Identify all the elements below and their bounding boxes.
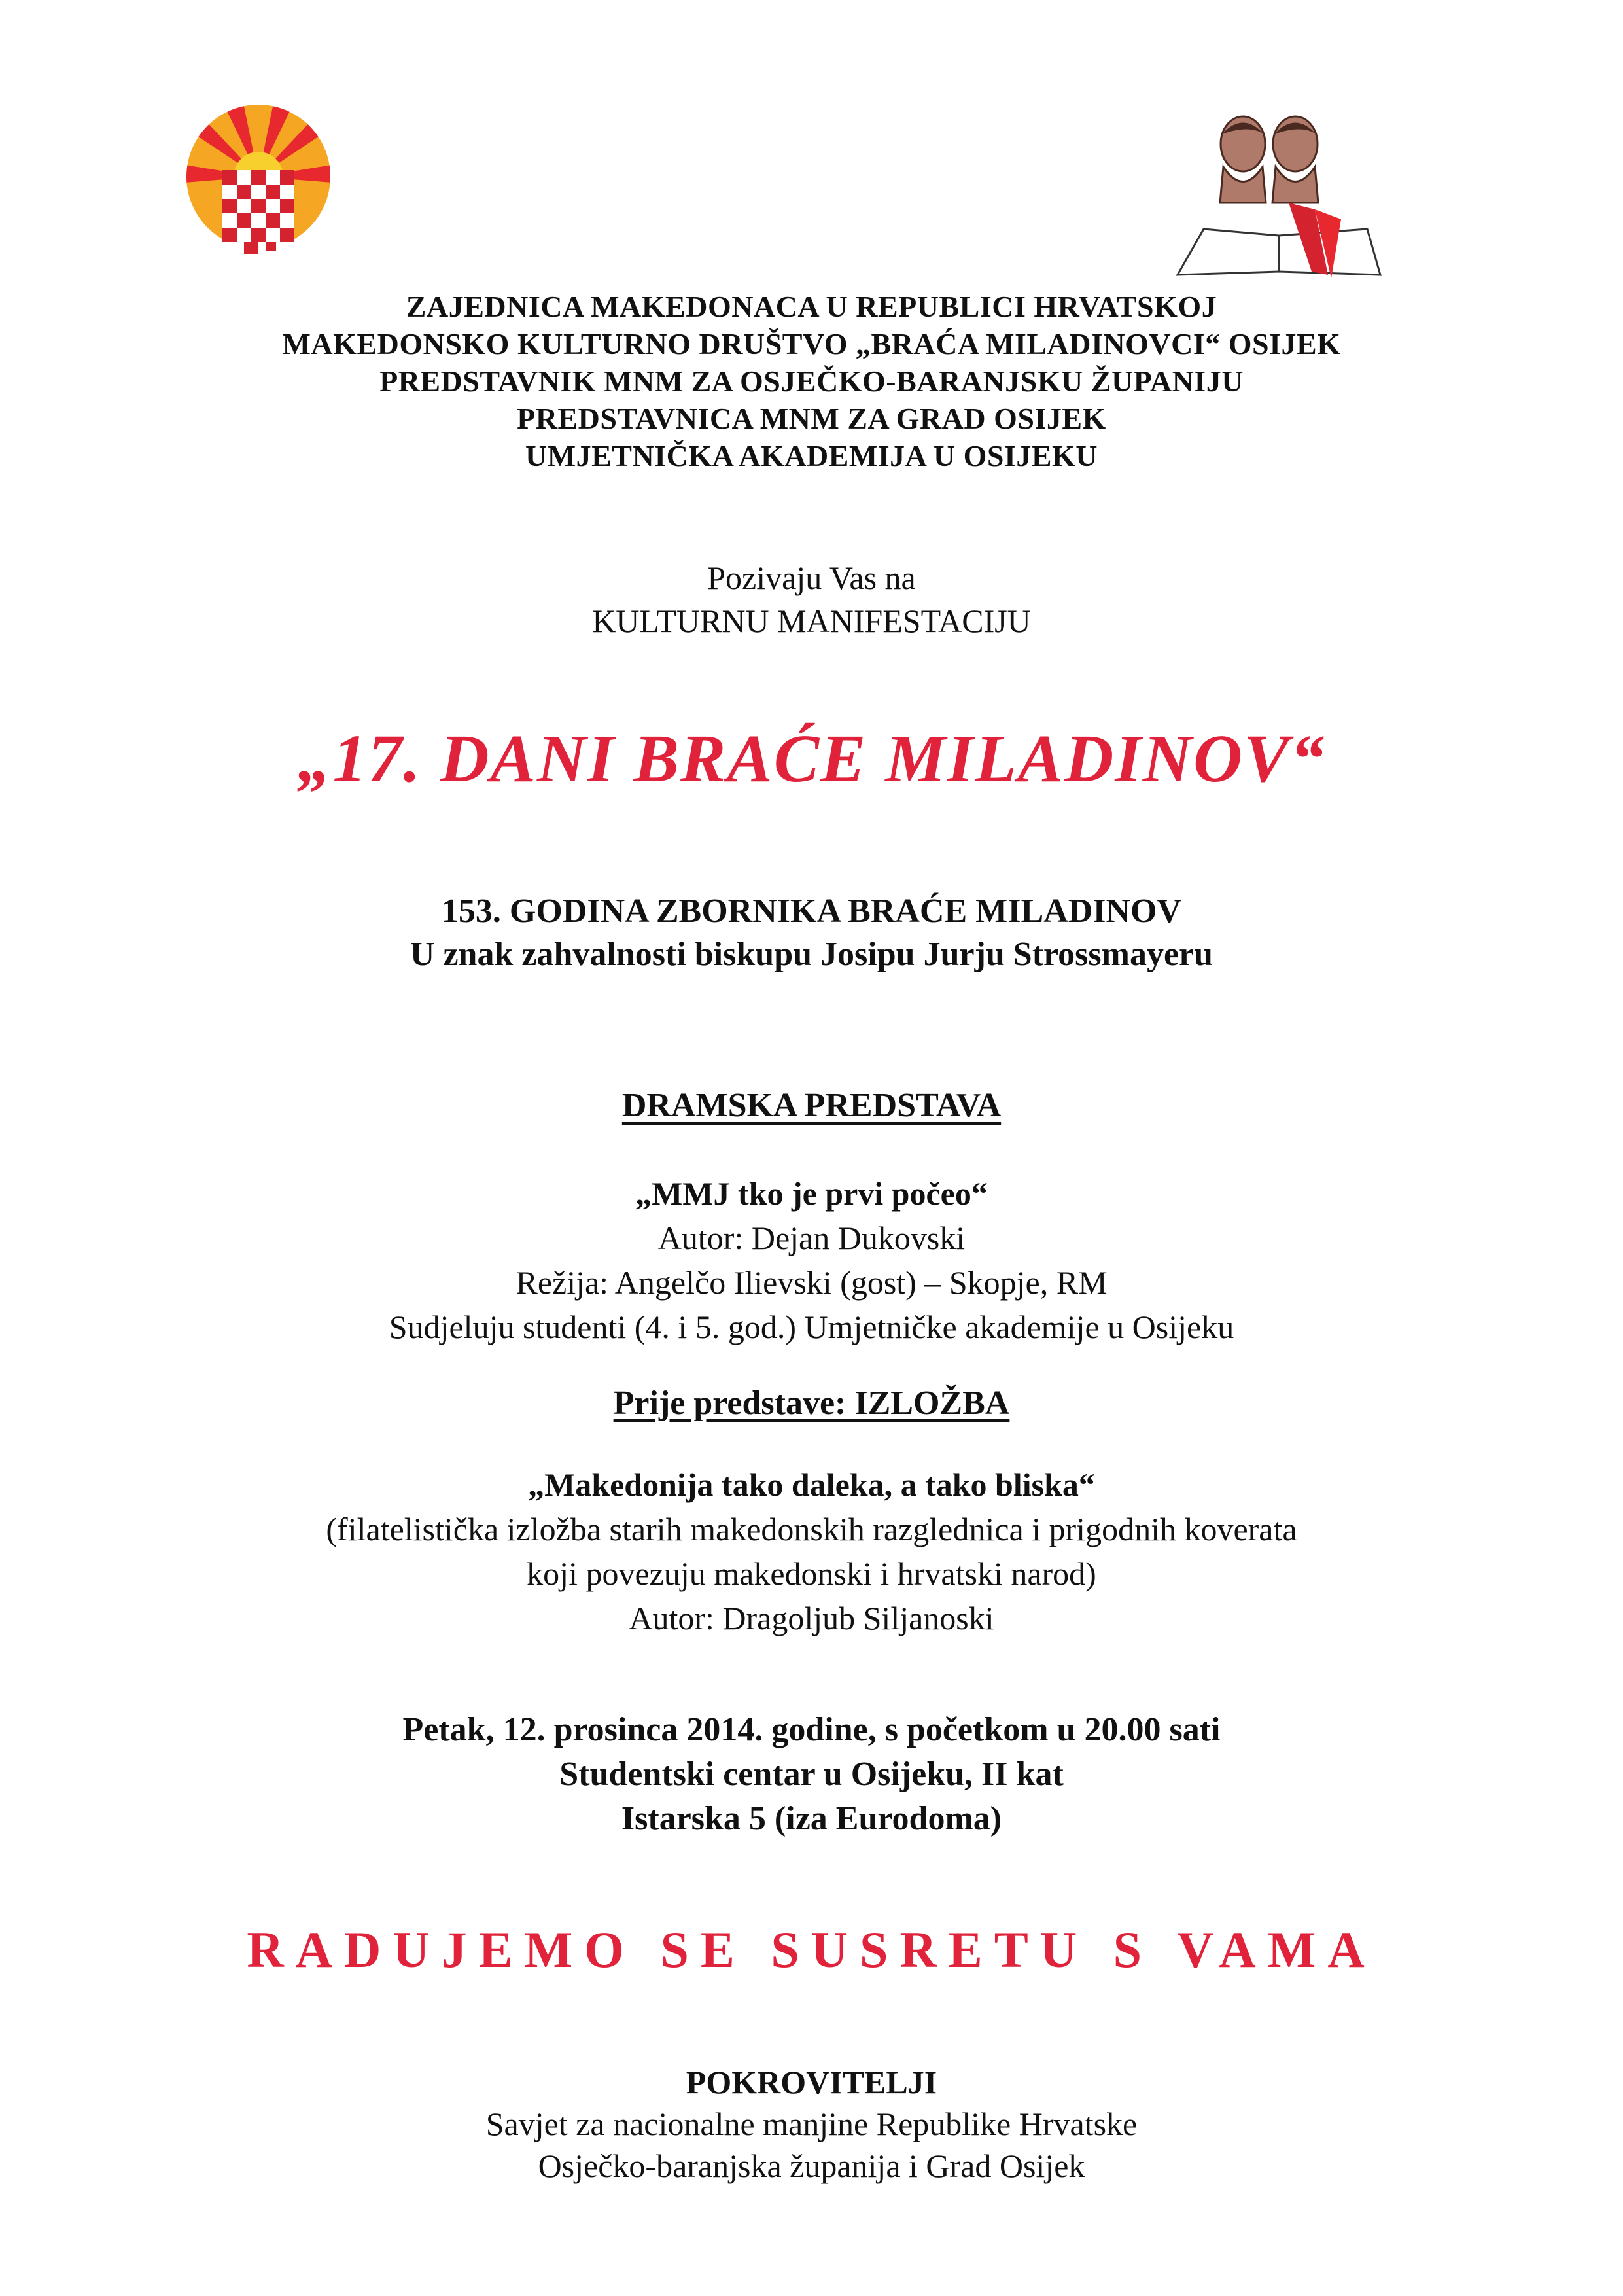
drama-participants: Sudjeluju studenti (4. i 5. god.) Umjetničke akademije u Osijeku: [389, 1309, 1234, 1345]
invite-line-2: KULTURNU MANIFESTACIJU: [592, 603, 1031, 639]
organizer-line: ZAJEDNICA MAKEDONACA U REPUBLICI HRVATSKOJ: [406, 290, 1217, 323]
drama-heading: DRAMSKA PREDSTAVA: [621, 1087, 1002, 1124]
organizer-line: UMJETNIČKA AKADEMIJA U OSIJEKU: [525, 439, 1098, 472]
drama-director: Režija: Angelčo Ilievski (gost) – Skopje, RM: [515, 1264, 1108, 1301]
event-date: Petak, 12. prosinca 2014. godine, s početkom u 20.00 sati: [402, 1711, 1221, 1748]
closing-greeting: RADUJEMO SE SUSRETU S VAMA: [247, 1921, 1376, 1978]
event-venue: Studentski centar u Osijeku, II kat: [559, 1756, 1064, 1793]
event-address: Istarska 5 (iza Eurodoma): [621, 1800, 1002, 1837]
sponsor-line-1: Savjet za nacionalne manjine Republike Hrvatske: [485, 2106, 1138, 2142]
brothers-miladinov-logo-icon: [1164, 105, 1400, 301]
drama-title: „MMJ tko je prvi počeo“: [635, 1175, 988, 1212]
event-title: „17. DANI BRAĆE MILADINOV“: [297, 721, 1326, 796]
date-and-venue: [0, 1708, 1623, 1841]
organizer-line: MAKEDONSKO KULTURNO DRUŠTVO „BRAĆA MILADINOVCI“ OSIJEK: [282, 327, 1341, 361]
exhibition-heading: Prije predstave: IZLOŽBA: [613, 1385, 1010, 1422]
drama-author: Autor: Dejan Dukovski: [657, 1220, 966, 1256]
invite-line-1: Pozivaju Vas na: [707, 559, 916, 596]
exhibition-desc-2: koji povezuju makedonski i hrvatski narod): [527, 1555, 1096, 1592]
exhibition-author: Autor: Dragoljub Siljanoski: [629, 1600, 994, 1636]
community-logo-icon: [177, 92, 340, 268]
subtitle-line-1: 153. GODINA ZBORNIKA BRAĆE MILADINOV: [441, 892, 1182, 930]
sponsors-heading: POKROVITELJI: [686, 2064, 937, 2100]
drama-details: [0, 1171, 1623, 1349]
exhibition-details: [0, 1462, 1623, 1640]
invitation-text: [0, 556, 1623, 643]
sponsors-section: [0, 2061, 1623, 2187]
organizer-line: PREDSTAVNIK MNM ZA OSJEČKO-BARANJSKU ŽUPANIJU: [379, 364, 1244, 398]
sponsor-line-2: Osječko-baranjska županija i Grad Osijek: [538, 2147, 1085, 2184]
event-subtitle: [0, 890, 1623, 976]
organizers-list: [0, 288, 1623, 474]
exhibition-title: „Makedonija tako daleka, a tako bliska“: [528, 1466, 1095, 1503]
organizer-line: PREDSTAVNICA MNM ZA GRAD OSIJEK: [517, 402, 1106, 435]
subtitle-line-2: U znak zahvalnosti biskupu Josipu Jurju Strossmayeru: [410, 936, 1213, 973]
exhibition-desc-1: (filatelistička izložba starih makedonskih razglednica i prigodnih koverata: [326, 1511, 1297, 1547]
